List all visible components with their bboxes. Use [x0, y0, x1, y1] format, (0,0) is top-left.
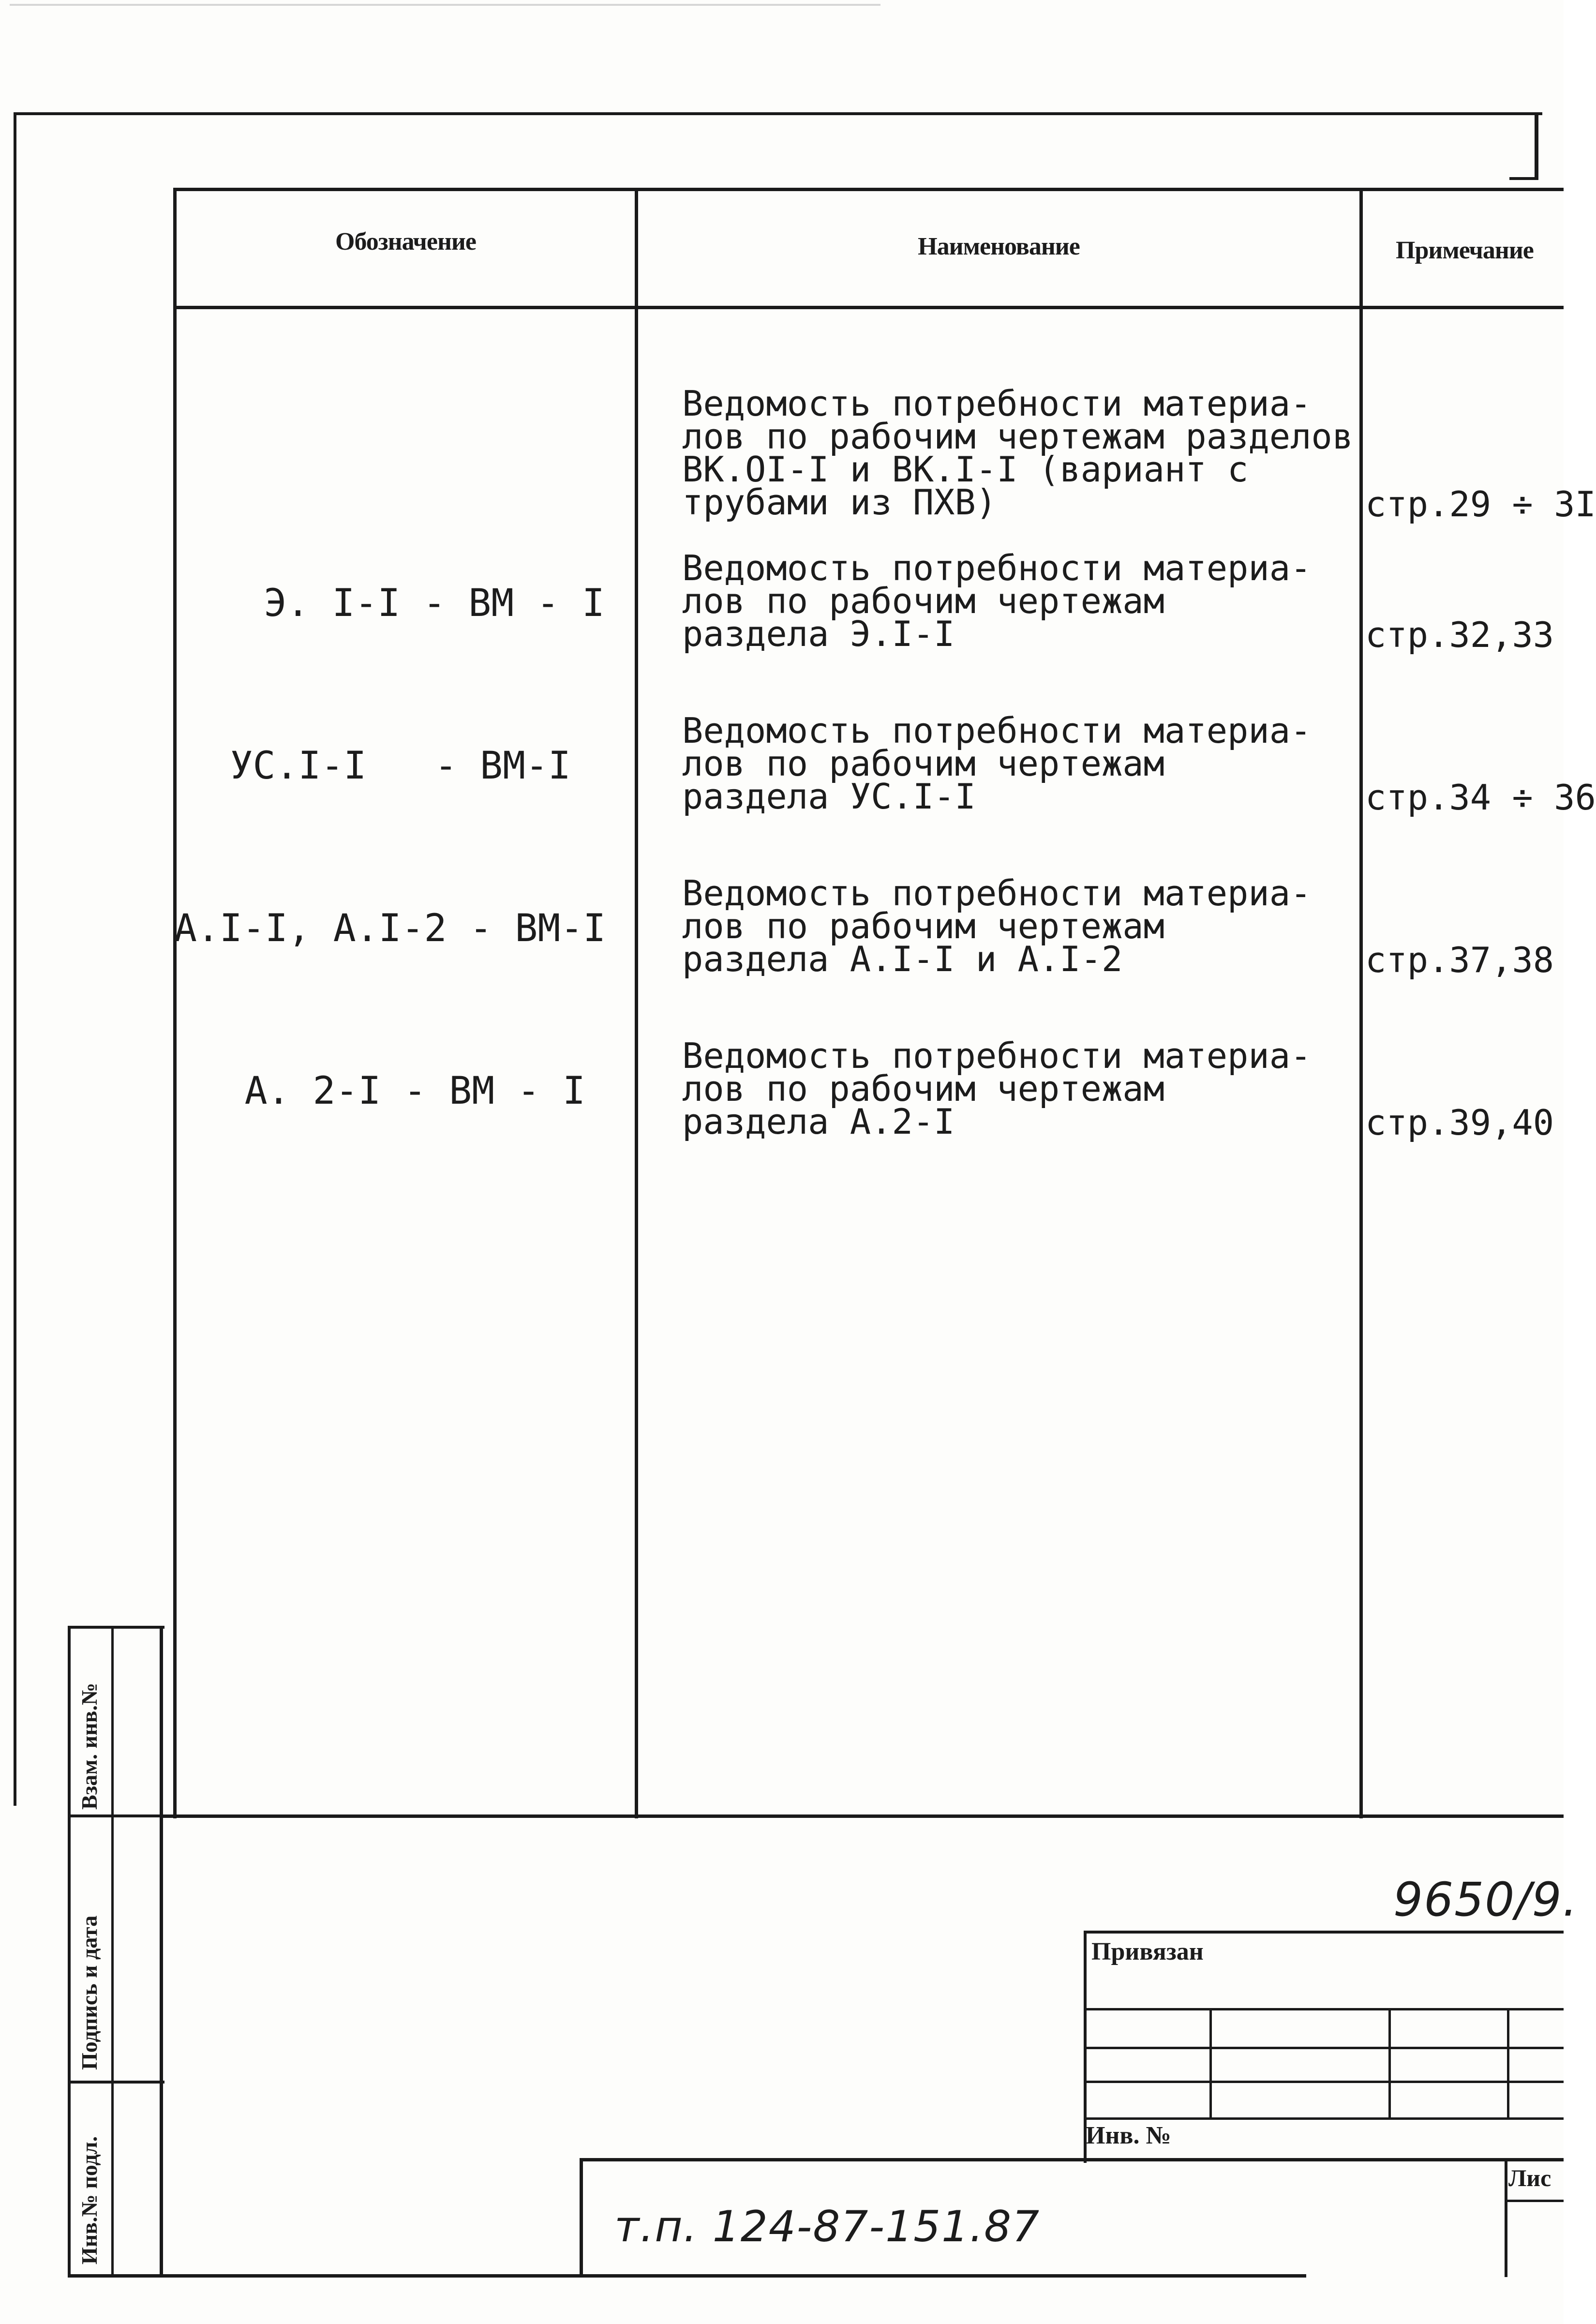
table-left	[173, 188, 177, 1818]
frame-right-notch	[1535, 112, 1538, 180]
row-name: Ведомость потребности материа- лов по рабочим чертежам раздела А.2-I	[682, 1035, 1312, 1142]
side-stamp-outer	[68, 1626, 71, 2277]
header-designation: Обозначение	[335, 228, 476, 255]
sheet-number: 9650/9.	[1393, 1873, 1579, 1927]
frame-top	[14, 112, 1542, 115]
sign-date-label: Подпись и дата	[77, 1915, 102, 2070]
title-grid-h4	[1084, 2117, 1564, 2120]
table-header-bottom	[173, 306, 1564, 309]
row-name: Ведомость потребности материа- лов по рабочим чертежам разделов ВК.OI-I и ВК.I-I (вариант с трубами из ПХВ)	[682, 383, 1354, 523]
side-stamp-inner	[111, 1626, 114, 2277]
table-top	[173, 188, 1564, 191]
side-stamp-top	[68, 1626, 164, 1629]
title-grid-h2	[1084, 2047, 1564, 2049]
row-code: А.I-I, А.I-2 - ВМ-I	[174, 907, 606, 950]
row-note: стр.34 ÷ 36	[1365, 777, 1596, 818]
scan-artifact-top	[10, 4, 880, 6]
header-name: Наименование	[918, 233, 1080, 260]
exchange-inv-label: Взам. инв.№	[77, 1682, 102, 1810]
title-grid-v1	[1209, 2008, 1212, 2119]
title-block-top	[1084, 1931, 1564, 1934]
inv-orig-label: Инв.№ подл.	[77, 2136, 102, 2264]
header-note: Примечание	[1396, 237, 1534, 264]
sheet-cell-divider	[1505, 2200, 1564, 2202]
side-stamp-divider-2	[68, 2081, 164, 2084]
doc-code: т.п. 124-87-151.87	[614, 2202, 1041, 2251]
row-code: УС.I-I - ВМ-I	[230, 744, 571, 788]
row-note: стр.37,38	[1365, 940, 1554, 980]
title-grid-h1	[1084, 2008, 1564, 2010]
row-note: стр.39,40	[1365, 1102, 1554, 1143]
title-grid-v3	[1507, 2008, 1509, 2119]
side-stamp-bottom	[68, 2274, 1306, 2278]
side-stamp-divider-1	[68, 1814, 164, 1817]
table-bottom	[160, 1814, 1564, 1818]
doc-code-box-top	[580, 2158, 1564, 2161]
row-code: Э. I-I - ВМ - I	[264, 582, 605, 625]
row-note: стр.29 ÷ 3I	[1365, 484, 1596, 525]
row-note: стр.32,33	[1365, 615, 1554, 655]
frame-right-notch-bottom	[1509, 177, 1538, 180]
row-code: А. 2-I - ВМ - I	[244, 1069, 585, 1113]
col-divider-1	[635, 188, 638, 1818]
side-stamp-right	[160, 1626, 163, 2277]
row-name: Ведомость потребности материа- лов по рабочим чертежам раздела УС.I-I	[682, 710, 1312, 817]
doc-code-box-left	[580, 2158, 583, 2277]
sheet-label: Лис	[1508, 2164, 1551, 2191]
frame-left	[14, 112, 16, 1806]
attached-label: Привязан	[1091, 1938, 1204, 1965]
title-grid-v2	[1388, 2008, 1391, 2119]
title-grid-h3	[1084, 2081, 1564, 2083]
row-name: Ведомость потребности материа- лов по рабочим чертежам раздела А.I-I и А.I-2	[682, 873, 1312, 979]
inv-no-label: Инв. №	[1086, 2122, 1171, 2149]
row-name: Ведомость потребности материа- лов по рабочим чертежам раздела Э.I-I	[682, 548, 1312, 654]
doc-code-box-divider	[1505, 2158, 1507, 2277]
